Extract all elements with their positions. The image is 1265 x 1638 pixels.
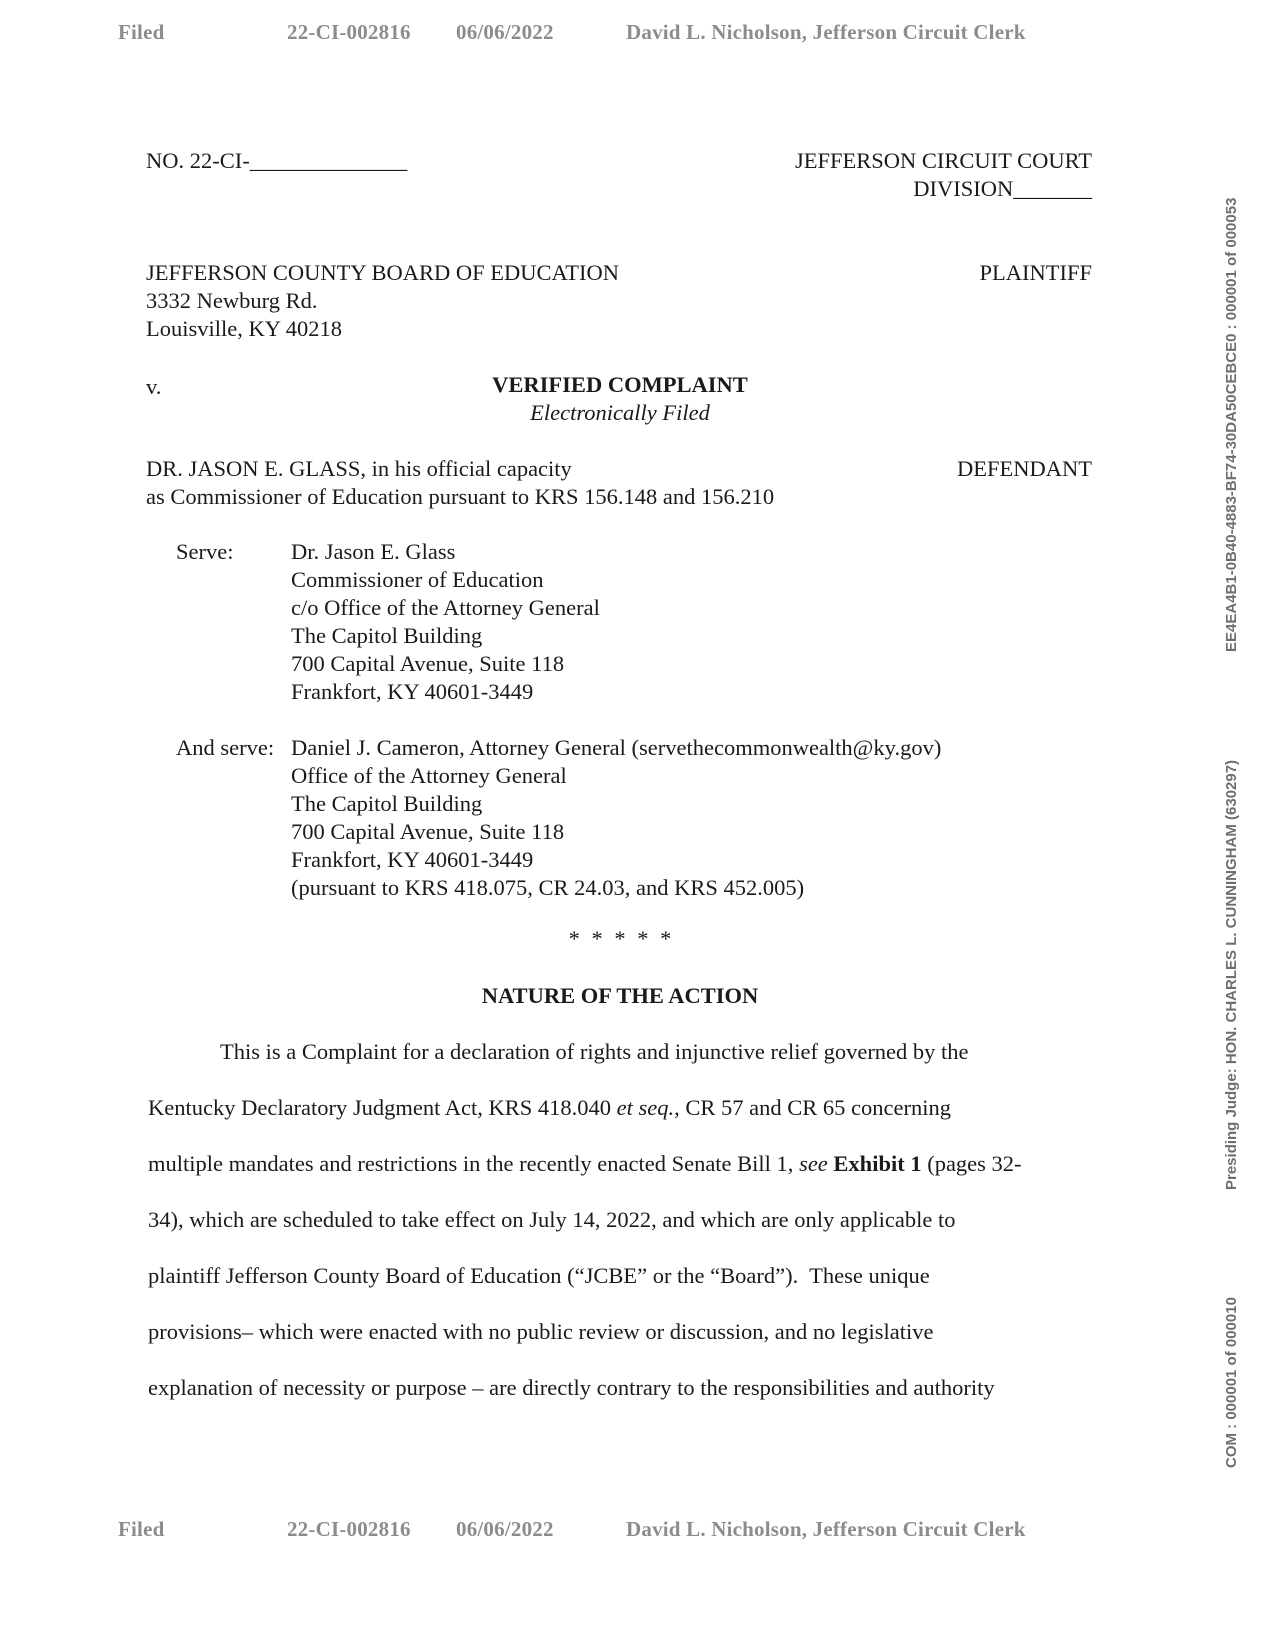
- court-name: JEFFERSON CIRCUIT COURT: [794, 148, 1092, 173]
- defendant-line-2: as Commissioner of Education pursuant to KRS 156.148 and 156.210: [146, 484, 775, 509]
- footer-filing-date: 06/06/2022: [456, 1517, 554, 1541]
- serve-line: c/o Office of the Attorney General: [291, 595, 600, 620]
- plaintiff-role: PLAINTIFF: [979, 260, 1092, 285]
- serve-line: The Capitol Building: [291, 623, 483, 648]
- paragraph-line: multiple mandates and restrictions in the recently enacted Senate Bill 1, see Exhibit 1 (pages 32-: [148, 1151, 1022, 1176]
- plaintiff-address-city: Louisville, KY 40218: [146, 316, 343, 341]
- document-id-stamp: EE4EA4B1-0B40-4883-BF74-30DA50CEBCE0 : 000001 of 000053: [1223, 197, 1240, 652]
- paragraph-line: provisions– which were enacted with no public review or discussion, and no legislative: [148, 1319, 934, 1344]
- document-subtitle: Electronically Filed: [530, 400, 710, 425]
- serve-line: Commissioner of Education: [291, 567, 544, 592]
- serve-address-block: [291, 538, 600, 706]
- and-serve-line: The Capitol Building: [291, 791, 483, 816]
- header-filed-label: Filed: [118, 20, 165, 44]
- section-separator: * * * * *: [568, 926, 672, 951]
- plaintiff-address-street: 3332 Newburg Rd.: [146, 288, 318, 313]
- and-serve-line: Daniel J. Cameron, Attorney General (servethecommonwealth@ky.gov): [291, 735, 942, 760]
- serve-label: Serve:: [176, 539, 234, 564]
- serve-line: Dr. Jason E. Glass: [291, 539, 456, 564]
- and-serve-line: Office of the Attorney General: [291, 763, 567, 788]
- case-number-line: NO. 22-CI-______________: [146, 148, 408, 173]
- paragraph-line: This is a Complaint for a declaration of rights and injunctive relief governed by the: [220, 1039, 969, 1064]
- section-heading: NATURE OF THE ACTION: [481, 983, 759, 1008]
- paragraph-line: plaintiff Jefferson County Board of Education (“JCBE” or the “Board”). These unique: [148, 1263, 930, 1288]
- paragraph-line: Kentucky Declaratory Judgment Act, KRS 418.040 et seq., CR 57 and CR 65 concerning: [148, 1095, 952, 1120]
- presiding-judge-stamp: Presiding Judge: HON. CHARLES L. CUNNINGHAM (630297): [1223, 759, 1240, 1190]
- document-title: VERIFIED COMPLAINT: [492, 372, 748, 397]
- header-clerk-name: David L. Nicholson, Jefferson Circuit Clerk: [626, 20, 1026, 44]
- footer-case-number: 22-CI-002816: [287, 1517, 411, 1541]
- exhibit-reference: Exhibit 1: [833, 1151, 922, 1176]
- com-page-stamp: COM : 000001 of 000010: [1223, 1297, 1240, 1468]
- and-serve-line: Frankfort, KY 40601-3449: [291, 847, 534, 872]
- and-serve-label: And serve:: [176, 735, 275, 760]
- footer-clerk-name: David L. Nicholson, Jefferson Circuit Clerk: [626, 1517, 1026, 1541]
- paragraph-line: explanation of necessity or purpose – are directly contrary to the responsibilities and authority: [148, 1375, 995, 1400]
- defendant-role: DEFENDANT: [957, 456, 1092, 481]
- and-serve-line: 700 Capital Avenue, Suite 118: [291, 819, 565, 844]
- plaintiff-name: JEFFERSON COUNTY BOARD OF EDUCATION: [146, 260, 619, 285]
- serve-line: Frankfort, KY 40601-3449: [291, 679, 534, 704]
- court-division: DIVISION_______: [913, 176, 1092, 201]
- footer-filed-label: Filed: [118, 1517, 165, 1541]
- and-serve-address-block: [291, 734, 941, 902]
- header-case-number: 22-CI-002816: [287, 20, 411, 44]
- paragraph-line: 34), which are scheduled to take effect on July 14, 2022, and which are only applicable to: [148, 1207, 956, 1232]
- versus: v.: [146, 374, 162, 399]
- serve-line: 700 Capital Avenue, Suite 118: [291, 651, 565, 676]
- header-filing-date: 06/06/2022: [456, 20, 554, 44]
- defendant-line-1: DR. JASON E. GLASS, in his official capacity: [146, 456, 572, 481]
- and-serve-line: (pursuant to KRS 418.075, CR 24.03, and KRS 452.005): [291, 875, 805, 900]
